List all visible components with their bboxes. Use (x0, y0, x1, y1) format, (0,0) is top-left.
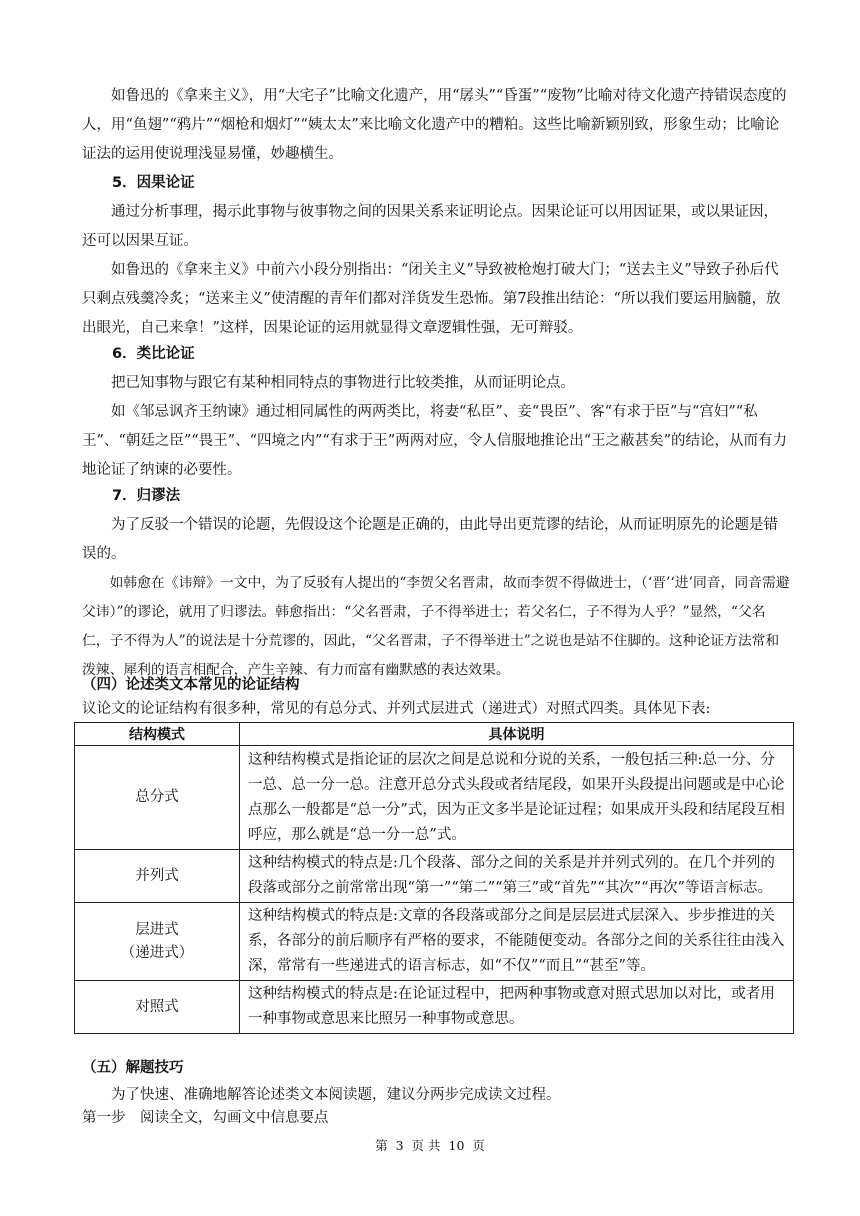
table-row (75, 850, 794, 903)
table-cell-type (75, 903, 240, 981)
table-cell-desc: 这种结构模式的特点是:文章的各段落或部分之间是层层进式层深入、步步推进的关系，各部分的前后顺序有严格的要求，不能随便变动。各部分之间的关系往往由浅入深，常常有一些递进式的语言标志，如“不仅”“而且”“甚至”等。 (240, 903, 794, 981)
table-cell-type-line2: （递进式） (120, 944, 194, 961)
table-cell-desc: 这种结构模式的特点是:在论证过程中，把两种事物或意对照式思加以对比，或者用一种事物或意思来比照另一种事物或意思。 (240, 981, 794, 1034)
structure-table (74, 722, 794, 1034)
footer-middle: 页 共 (411, 1138, 441, 1153)
paragraph-reductio-definition: 为了反驳一个错误的论题，先假设这个论题是正确的，由此导出更荒谬的结论，从而证明原先的论题是错误的。 (82, 517, 778, 562)
footer-total-pages: 10 (448, 1138, 465, 1153)
table-header-type: 结构模式 (75, 723, 240, 746)
paragraph-step-one: 第一步 阅读全文，勾画文中信息要点 (82, 1110, 329, 1126)
paragraph-reductio-example: 如韩愈在《讳辩》一文中，为了反驳有人提出的“李贺父名晋肃，故而李贺不得做进士，（‘晋’‘进’同音，同音需避父讳）”的谬论，就用了归谬法。韩愈指出：“父名晋肃，子不得举进士；若父名仁，子不得为人乎？”显然，“父名仁，子不得为人”的说法是十分荒谬的，因此，“父名晋肃，子不得举进士”之说也是站不住脚的。这种论证方法常和泼辣、犀利的语言相配合，产生辛辣、有力而富有幽默感的表达效果。 (82, 575, 790, 678)
table-cell-type-line1: 层进式 (135, 921, 179, 938)
heading-causal-argument: 5．因果论证 (112, 175, 195, 191)
table-cell-type: 对照式 (75, 981, 240, 1034)
heading-reductio: 7．归谬法 (112, 488, 181, 504)
paragraph-metaphor-example: 如鲁迅的《拿来主义》，用“大宅子”比喻文化遗产，用“孱头”“昏蛋”“废物”比喻对待文化遗产持错误态度的人，用“鱼翅”“鸦片”“烟枪和烟灯”“姨太太”来比喻文化遗产中的糟粕。这些比喻新颖别致，形象生动；比喻论证法的运用使说理浅显易懂，妙趣横生。 (82, 88, 787, 162)
footer-page-number: 3 (395, 1138, 404, 1153)
paragraph-tips-intro: 为了快速、准确地解答论述类文本阅读题，建议分两步完成读文过程。 (111, 1087, 561, 1103)
table-row (75, 903, 794, 981)
table-row (75, 746, 794, 850)
table-header-row (75, 723, 794, 746)
paragraph-structure-intro: 议论文的论证结构有很多种，常见的有总分式、并列式层进式（递进式）对照式四类。具体见下表: (82, 701, 711, 717)
page-footer (0, 1136, 860, 1154)
table-cell-type: 并列式 (75, 850, 240, 903)
paragraph-causal-example: 如鲁迅的《拿来主义》中前六小段分别指出：“闭关主义”导致被枪炮打破大门；“送去主义”导致子孙后代只剩点残羹冷炙；“送来主义”使清醒的青年们都对洋货发生恐怖。第7段推出结论：“所以我们要运用脑髓，放出眼光，自己来拿！”这样，因果论证的运用就显得文章逻辑性强，无可辩驳。 (82, 262, 781, 336)
heading-analogy-argument: 6．类比论证 (112, 346, 195, 362)
table-cell-desc: 这种结构模式的特点是:几个段落、部分之间的关系是并并列式列的。在几个并列的段落或部分之前常常出现“第一”“第二”“第三”或“首先”“其次”“再次”等语言标志。 (240, 850, 794, 903)
heading-argument-structure: （四）论述类文本常见的论证结构 (82, 677, 300, 693)
paragraph-analogy-definition: 把已知事物与跟它有某种相同特点的事物进行比较类推，从而证明论点。 (111, 375, 575, 391)
footer-prefix: 第 (375, 1138, 388, 1153)
footer-suffix: 页 (472, 1138, 485, 1153)
paragraph-analogy-example: 如《邹忌讽齐王纳谏》通过相同属性的两两类比，将妻“私臣”、妾“畏臣”、客“有求于臣”与“宫妇”“私王”、“朝廷之臣”“畏王”、“四境之内”“有求于王”两两对应，令人信服地推论出“王之蔽甚矣”的结论，从而有力地论证了纳谏的必要性。 (82, 404, 788, 478)
table-cell-type: 总分式 (75, 746, 240, 850)
table-cell-desc: 这种结构模式是指论证的层次之间是总说和分说的关系，一般包括三种:总一分、分一总、总一分一总。注意开总分式头段或者结尾段，如果开头段提出问题或是中心论点那么一般都是“总一分”式，因为正文多半是论证过程；如果成开头段和结尾段互相呼应，那么就是“总一分一总”式。 (240, 746, 794, 850)
table-header-desc: 具体说明 (240, 723, 794, 746)
heading-solving-tips: （五）解题技巧 (82, 1060, 184, 1076)
table-row (75, 981, 794, 1034)
paragraph-causal-definition: 通过分析事理，揭示此事物与彼事物之间的因果关系来证明论点。因果论证可以用因证果，或以果证因，还可以因果互证。 (82, 204, 778, 249)
